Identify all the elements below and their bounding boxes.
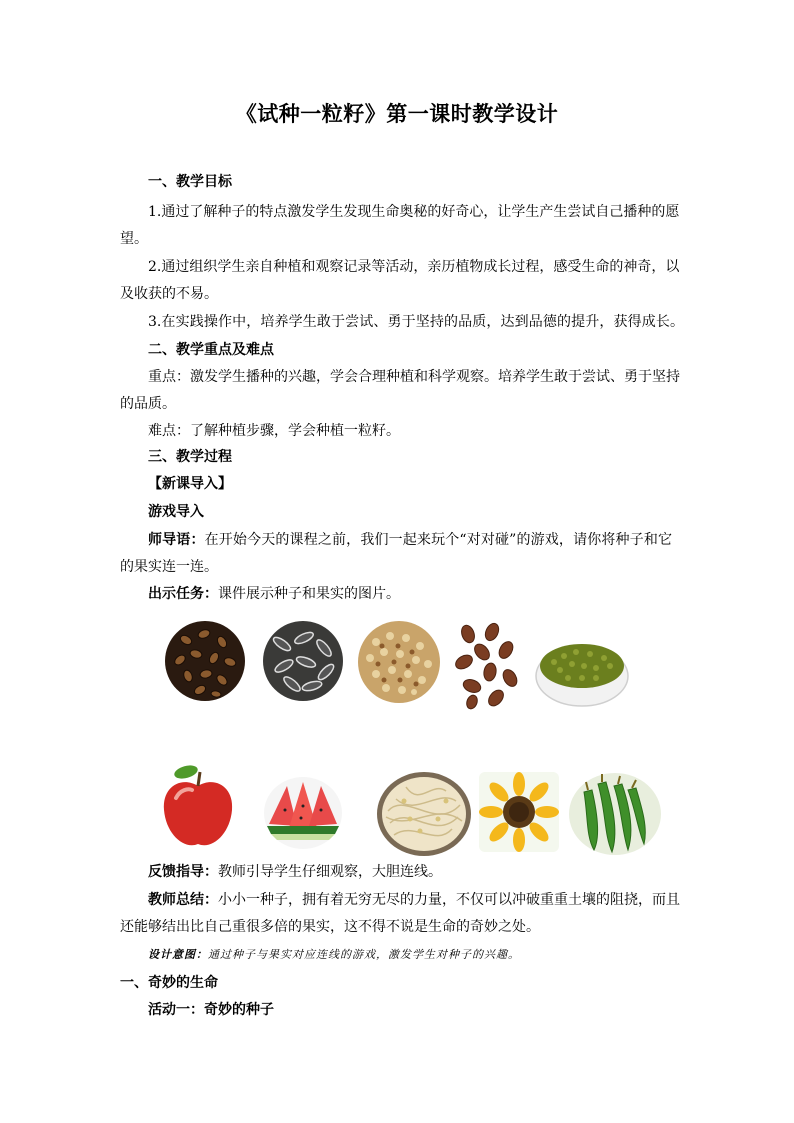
goal-2-line-2: 及收获的不易。 — [120, 286, 218, 302]
section-heading-objectives: 一、教学目标 — [148, 174, 232, 190]
sunflower-seeds-image — [262, 620, 344, 702]
mung-beans-image — [534, 636, 630, 708]
sunflower-image — [479, 772, 559, 852]
green-peppers-image — [568, 772, 662, 856]
pine-nuts-image — [452, 622, 522, 710]
design-intent-line — [148, 945, 520, 965]
apple-image — [156, 764, 240, 852]
summary-line-2: 还能够结出比自己重很多倍的果实，这不得不说是生命的奇妙之处。 — [120, 919, 540, 935]
goal-3: 3.在实践操作中，培养学生敢于尝试、勇于坚持的品质，达到品德的提升，获得成长。 — [148, 314, 684, 330]
watermelon-seeds-image — [164, 620, 246, 702]
summary-line-1 — [148, 890, 680, 910]
feedback-line — [148, 862, 442, 882]
summary-label: 教师总结： — [148, 892, 218, 908]
teacher-intro-text: 在开始今天的课程之前，我们一起来玩个“对对碰”的游戏，请你将种子和它 — [204, 532, 673, 548]
game-intro: 游戏导入 — [148, 504, 204, 520]
feedback-text: 教师引导学生仔细观察，大胆连线。 — [218, 864, 442, 880]
activity-one-heading: 活动一：奇妙的种子 — [148, 1002, 274, 1018]
part-heading-wonderful-life: 一、奇妙的生命 — [120, 975, 218, 991]
design-intent-text: 通过种子与果实对应连线的游戏，激发学生对种子的兴趣。 — [208, 948, 520, 961]
key-point-line-2: 的品质。 — [120, 396, 176, 412]
summary-text: 小小一种子，拥有着无穷无尽的力量，不仅可以冲破重重土壤的阻挠，而且 — [218, 892, 680, 908]
document-title: 《试种一粒籽》第一课时教学设计 — [235, 101, 559, 126]
section-heading-process: 三、教学过程 — [148, 449, 232, 465]
bean-sprout-seeds-image — [356, 620, 442, 704]
section-heading-keypoints: 二、教学重点及难点 — [148, 342, 274, 358]
feedback-label: 反馈指导： — [148, 864, 218, 880]
goal-1-line-1: 1.通过了解种子的特点激发学生发现生命奥秘的好奇心，让学生产生尝试自己播种的愿 — [148, 204, 680, 220]
goal-1-line-2: 望。 — [120, 231, 148, 247]
teacher-intro-line-1 — [148, 530, 672, 550]
key-point-line-1: 重点：激发学生播种的兴趣，学会合理种植和科学观察。培养学生敢于尝试、勇于坚持 — [148, 369, 680, 385]
new-lesson-intro: 【新课导入】 — [148, 476, 232, 492]
task-text: 课件展示种子和果实的图片。 — [218, 586, 400, 602]
watermelon-image — [263, 776, 343, 850]
teacher-intro-label: 师导语： — [148, 532, 205, 548]
bean-sprouts-image — [376, 771, 472, 857]
task-label: 出示任务： — [148, 586, 218, 602]
teacher-intro-line-2: 的果实连一连。 — [120, 559, 218, 575]
goal-2-line-1: 2.通过组织学生亲自种植和观察记录等活动，亲历植物成长过程，感受生命的神奇，以 — [148, 259, 680, 275]
design-intent-label: 设计意图： — [148, 948, 208, 961]
task-line — [148, 584, 400, 604]
difficulty-point: 难点：了解种植步骤，学会种植一粒籽。 — [148, 423, 400, 439]
